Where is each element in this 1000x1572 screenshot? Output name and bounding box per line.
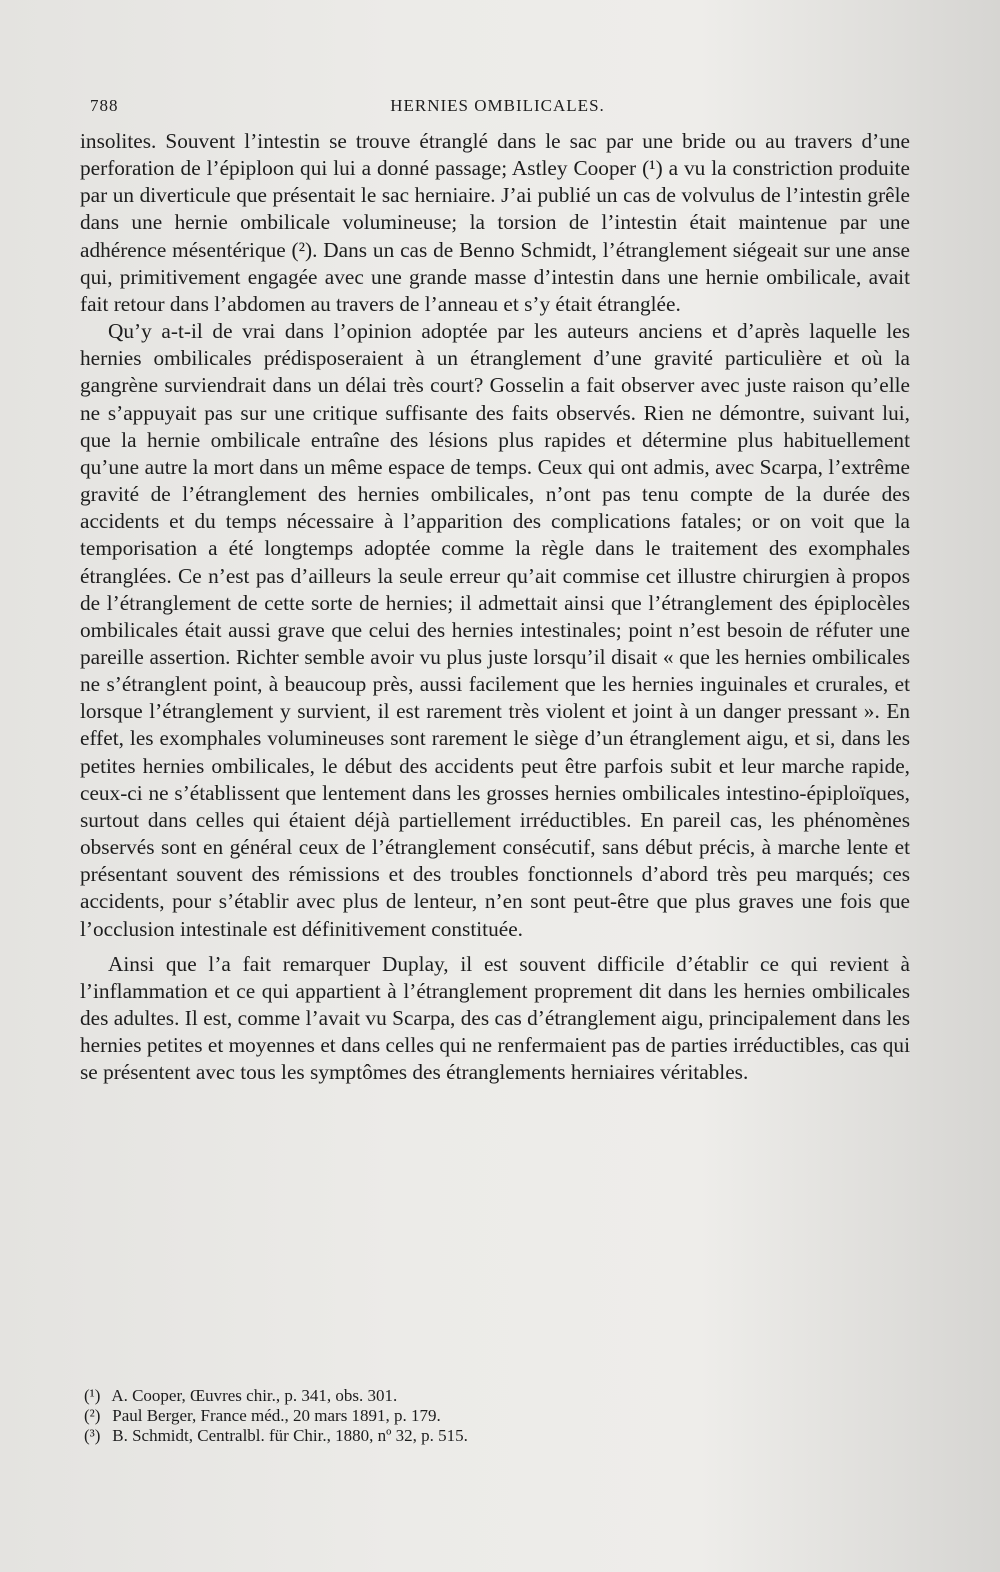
footnote-2-text: Paul Berger, France méd., 20 mars 1891, p. 179. bbox=[112, 1406, 441, 1425]
footnote-3-text: B. Schmidt, Centralbl. für Chir., 1880, nº 32, p. 515. bbox=[112, 1426, 468, 1445]
footnotes bbox=[80, 1386, 910, 1446]
running-title: HERNIES OMBILICALES. bbox=[390, 96, 605, 115]
body-text bbox=[80, 128, 910, 1086]
running-head bbox=[90, 96, 905, 120]
page-number: 788 bbox=[90, 96, 119, 115]
footnote-3-mark: (³) bbox=[84, 1426, 101, 1445]
paragraph-2: Qu’y a-t-il de vrai dans l’opinion adoptée par les auteurs anciens et d’après laquelle les hernies ombilicales prédisposeraient à un étranglement d’une gravité particulière et où la gangrène surviendrait dans un délai très court? Gosselin a fait observer avec juste raison qu’elle ne s’appuyait pas sur une critique suffisante des faits observés. Rien ne démontre, suivant lui, que la hernie ombilicale entraîne des lésions plus rapides et détermine plus habituellement qu’une autre la mort dans un même espace de temps. Ceux qui ont admis, avec Scarpa, l’extrême gravité de l’étranglement des hernies ombilicales, n’ont pas tenu compte de la durée des accidents et du temps nécessaire à l’apparition des complications fatales; or on voit que la temporisation a été longtemps adoptée comme la règle dans le traitement des exomphales étranglées. Ce n’est pas d’ailleurs la seule erreur qu’ait commise cet illustre chirurgien à propos de l’étranglement de cette sorte de hernies; il admettait ainsi que l’étranglement des épiplocèles ombilicales était aussi grave que celui des hernies intestinales; point n’est besoin de réfuter une pareille assertion. Richter semble avoir vu plus juste lorsqu’il disait « que les hernies ombilicales ne s’étranglent point, à beaucoup près, aussi facilement que les hernies inguinales et crurales, et lorsque l’étranglement y survient, il est rarement très violent et joint à un danger pressant ». En effet, les exomphales volumineuses sont rarement le siège d’un étranglement aigu, et si, dans les petites hernies ombilicales, le début des accidents peut être parfois subit et leur marche rapide, ceux-ci ne s’établissent que lentement dans les grosses hernies ombilicales intestino-épiploïques, surtout dans celles qui étaient déjà partiellement irréductibles. En pareil cas, les phénomènes observés sont en général ceux de l’étranglement consécutif, sans début précis, à marche lente et présentant souvent des rémissions et des troubles fonctionnels d’abord très peu marqués; ces accidents, pour s’établir avec plus de lenteur, n’en sont peut-être que plus graves une fois que l’occlusion intestinale est définitivement constituée. bbox=[80, 319, 910, 941]
footnote-1-text: A. Cooper, Œuvres chir., p. 341, obs. 301. bbox=[111, 1386, 398, 1405]
footnote-1-mark: (¹) bbox=[84, 1386, 101, 1405]
paragraph-1: insolites. Souvent l’intestin se trouve étranglé dans le sac par une bride ou au travers d’une perforation de l’épiploon qui lui a donné passage; Astley Cooper (¹) a vu la constriction produite par un diverticule que présentait le sac herniaire. J’ai publié un cas de volvulus de l’intestin grêle dans une hernie ombilicale volumineuse; la torsion de l’intestin était maintenue par une adhérence mésentérique (²). Dans un cas de Benno Schmidt, l’étranglement siégeait sur une anse qui, primitivement engagée avec une grande masse d’intestin dans une hernie ombilicale, avait fait retour dans l’abdomen au travers de l’anneau et s’y était étranglée. bbox=[80, 129, 910, 316]
footnote-2-mark: (²) bbox=[84, 1406, 101, 1425]
footnote-1 bbox=[80, 1386, 910, 1406]
paragraph-3: Ainsi que l’a fait remarquer Duplay, il est souvent difficile d’établir ce qui revient à l’inflammation et ce qui appartient à l’étranglement proprement dit dans les hernies ombilicales des adultes. Il est, comme l’avait vu Scarpa, des cas d’étranglement aigu, principalement dans les hernies petites et moyennes et dans celles qui ne renfermaient pas de parties irréductibles, cas qui se présentent avec tous les symptômes des étranglements herniaires véritables. bbox=[80, 951, 910, 1085]
footnote-2 bbox=[80, 1406, 910, 1426]
footnote-3 bbox=[80, 1426, 910, 1446]
